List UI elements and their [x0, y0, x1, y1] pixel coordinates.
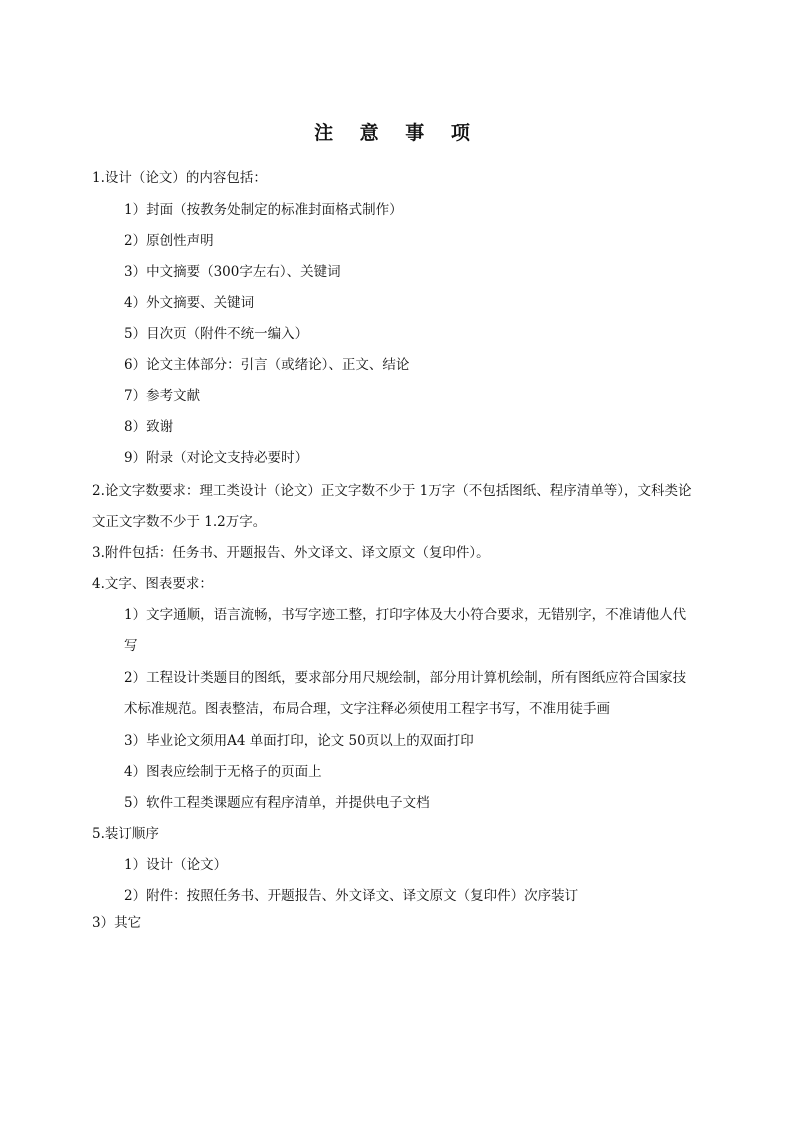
- list-item: 4）外文摘要、关键词: [124, 295, 255, 311]
- section4-item1-line2: 写: [124, 638, 138, 654]
- section5-item1: 1）设计（论文）: [124, 857, 228, 873]
- list-item: 8）致谢: [124, 419, 174, 435]
- list-item: 2）原创性声明: [124, 233, 214, 249]
- list-item: 1）封面（按教务处制定的标准封面格式制作）: [124, 202, 403, 218]
- section5-heading: 5.装订顺序: [92, 826, 159, 842]
- section4-item5: 5）软件工程类课题应有程序清单，并提供电子文档: [124, 795, 430, 811]
- list-item: 9）附录（对论文支持必要时）: [124, 450, 309, 466]
- list-item: 6）论文主体部分：引言（或绪论）、正文、结论: [124, 357, 410, 373]
- section4-item4: 4）图表应绘制于无格子的页面上: [124, 764, 322, 780]
- section4-item2-line2: 术标准规范。图表整洁，布局合理，文字注释必须使用工程字书写，不准用徒手画: [124, 701, 610, 717]
- section4-item1-line1: 1）文字通顺，语言流畅，书写字迹工整，打印字体及大小符合要求，无错别字，不准请他人代: [124, 607, 687, 623]
- list-item: 3）中文摘要（300字左右）、关键词: [124, 264, 341, 280]
- section4-item3: 3）毕业论文须用A4 单面打印，论文 50页以上的双面打印: [124, 733, 474, 749]
- list-item: 5）目次页（附件不统一编入）: [124, 326, 309, 342]
- section4-heading: 4.文字、图表要求：: [92, 576, 213, 592]
- list-item: 7）参考文献: [124, 388, 201, 404]
- section2-line1: 2.论文字数要求：理工类设计（论文）正文字数不少于 1万字（不包括图纸、程序清单等），文科类论: [92, 483, 692, 499]
- section1-heading: 1.设计（论文）的内容包括：: [92, 170, 267, 186]
- section4-item2-line1: 2）工程设计类题目的图纸，要求部分用尺规绘制，部分用计算机绘制，所有图纸应符合国家技: [124, 670, 687, 686]
- section2-line2: 文正文字数不少于 1.2万字。: [92, 514, 267, 530]
- section5-item2: 2）附件：按照任务书、开题报告、外文译文、译文原文（复印件）次序装订: [124, 888, 579, 904]
- section5-item3: 3）其它: [92, 915, 142, 931]
- page-title: 注 意 事 项: [314, 122, 480, 144]
- section3-text: 3.附件包括：任务书、开题报告、外文译文、译文原文（复印件）。: [92, 545, 490, 561]
